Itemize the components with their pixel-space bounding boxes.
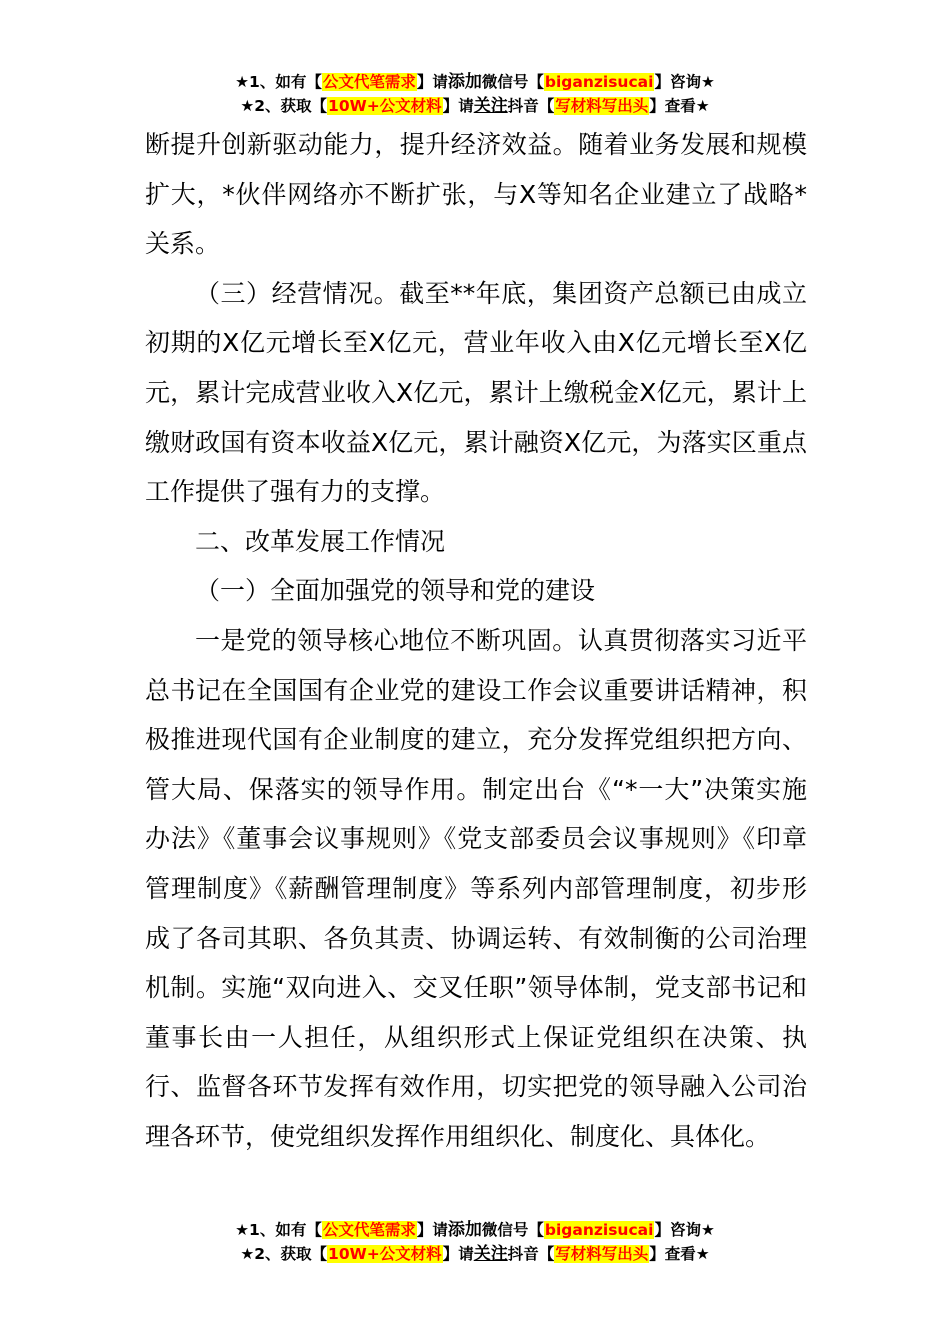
banner-text: 】咨询 (654, 1221, 701, 1239)
highlight-douyin-account: 写材料写出头 (555, 97, 649, 115)
subsection-heading: （一）全面加强党的领导和党的建设 (195, 576, 596, 606)
banner-text: 】咨询 (654, 73, 701, 91)
star-icon: ★ (235, 73, 250, 91)
highlight-materials: 10W+公文材料 (328, 97, 442, 115)
banner-text: 微信号【 (481, 1221, 544, 1239)
banner-emphasis: 添加 (447, 72, 482, 92)
section-heading: 二、改革发展工作情况 (195, 526, 446, 556)
paragraph-continuation: 断提升创新驱动能力，提升经济效益。随着业务发展和规模扩大，*伙伴网络亦不断扩张，与X等知名企业建立了战略*关系。 (145, 130, 807, 259)
star-icon: ★ (695, 1245, 710, 1263)
banner-emphasis: 关注 (473, 96, 508, 116)
banner-text: 抖音【 (507, 97, 555, 115)
star-icon: ★ (700, 1221, 715, 1239)
star-icon: ★ (240, 1245, 255, 1263)
banner-text: 】查看 (649, 97, 696, 115)
banner-line-1 (0, 1218, 950, 1242)
banner-text: 】查看 (649, 1245, 696, 1263)
highlight-wechat-id: biganzisucai (544, 1221, 654, 1239)
document-body (145, 120, 807, 1161)
header-banner (0, 70, 950, 118)
banner-emphasis: 添加 (447, 1220, 482, 1240)
banner-line-2 (0, 1242, 950, 1266)
footer-banner (0, 1218, 950, 1266)
banner-text: 2、获取【 (254, 97, 328, 115)
banner-emphasis: 关注 (473, 1244, 508, 1264)
star-icon: ★ (700, 73, 715, 91)
star-icon: ★ (240, 97, 255, 115)
highlight-douyin-account: 写材料写出头 (555, 1245, 649, 1263)
highlight-service: 公文代笔需求 (322, 73, 416, 91)
banner-line-2 (0, 94, 950, 118)
highlight-materials: 10W+公文材料 (328, 1245, 442, 1263)
paragraph-operations: （三）经营情况。截至**年底，集团资产总额已由成立初期的X亿元增长至X亿元，营业年收入由X亿元增长至X亿元，累计完成营业收入X亿元，累计上缴税金X亿元，累计上缴财政国有资本收益X亿元，累计融资X亿元，为落实区重点工作提供了强有力的支撑。 (145, 278, 807, 507)
star-icon: ★ (695, 97, 710, 115)
banner-text: 微信号【 (481, 73, 544, 91)
banner-line-1 (0, 70, 950, 94)
banner-text: 抖音【 (507, 1245, 555, 1263)
highlight-service: 公文代笔需求 (322, 1221, 416, 1239)
banner-text: 】请 (416, 73, 448, 91)
banner-text: 2、获取【 (254, 1245, 328, 1263)
banner-text: 】请 (442, 1245, 474, 1263)
paragraph-party-leadership: 一是党的领导核心地位不断巩固。认真贯彻落实习近平总书记在全国国有企业党的建设工作会议重要讲话精神，积极推进现代国有企业制度的建立，充分发挥党组织把方向、管大局、保落实的领导作用。制定出台《“*一大”决策实施办法》《董事会议事规则》《党支部委员会议事规则》《印章管理制度》《薪酬管理制度》等系列内部管理制度，初步形成了各司其职、各负其责、协调运转、有效制衡的公司治理机制。实施“双向进入、交叉任职”领导体制，党支部书记和董事长由一人担任，从组织形式上保证党组织在决策、执行、监督各环节发挥有效作用，切实把党的领导融入公司治理各环节，使党组织发挥作用组织化、制度化、具体化。 (145, 625, 807, 1151)
banner-text: 】请 (442, 97, 474, 115)
banner-text: 】请 (416, 1221, 448, 1239)
banner-text: 1、如有【 (249, 1221, 322, 1239)
star-icon: ★ (235, 1221, 250, 1239)
banner-text: 1、如有【 (249, 73, 322, 91)
highlight-wechat-id: biganzisucai (544, 73, 654, 91)
